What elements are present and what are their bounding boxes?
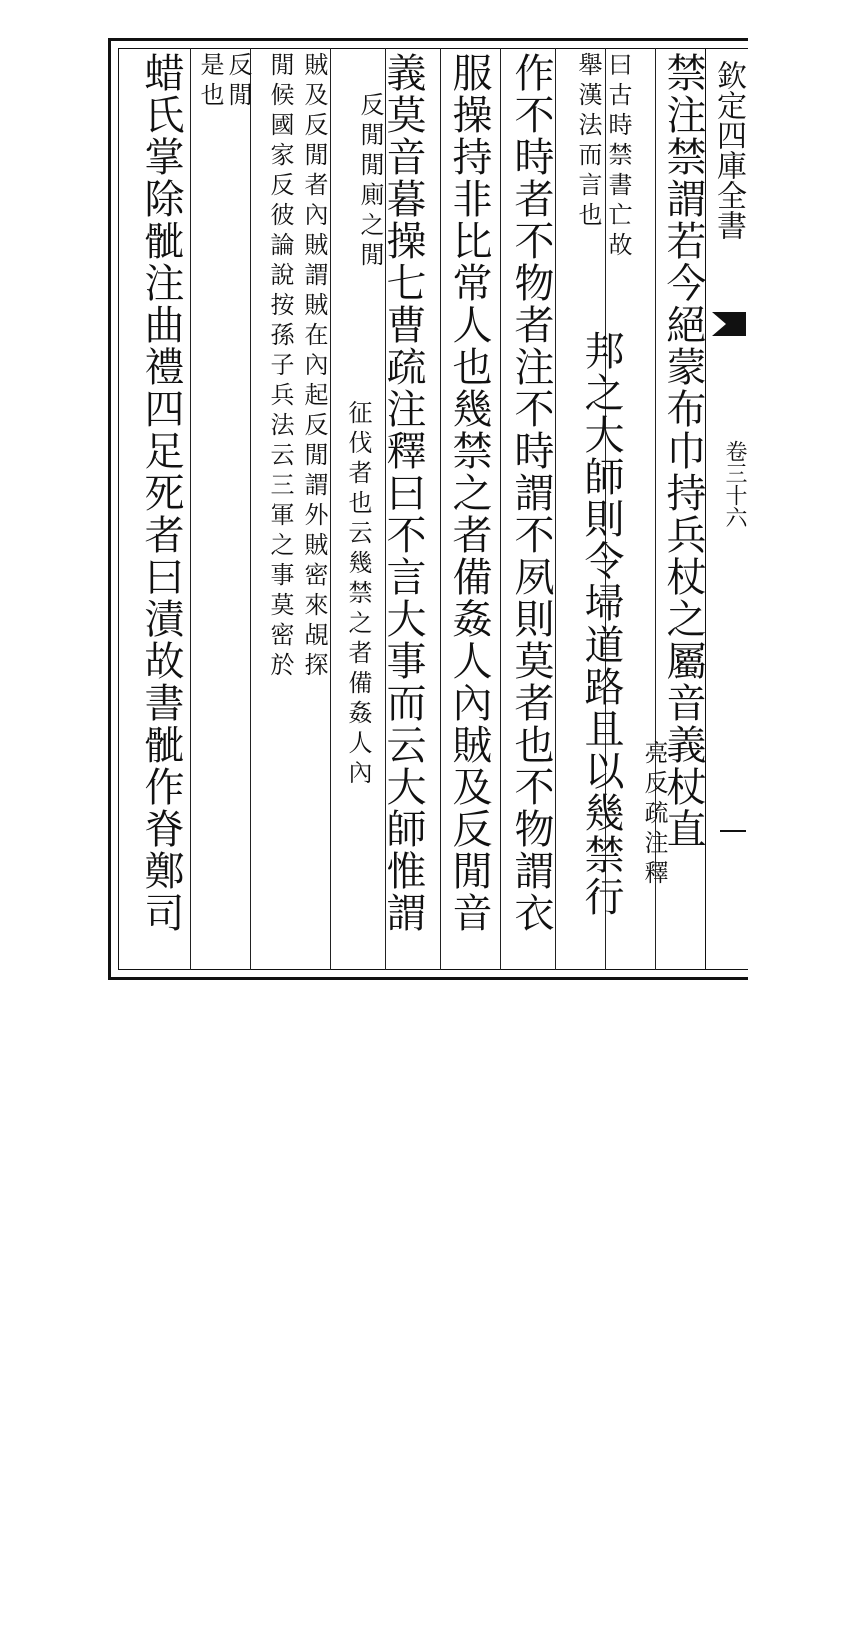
text-column-6: 征伐者也云幾禁之者備姦人內: [344, 400, 372, 790]
text-column-3: 作不時者不物者注不時謂不夙則莫者也不物謂衣: [508, 52, 554, 934]
text-column-9b: 是也: [196, 52, 224, 112]
fishtail-mark-icon: [712, 310, 746, 338]
text-column-9a: 反閒: [224, 52, 252, 112]
column-rule: [330, 48, 331, 970]
page-tick: [720, 830, 746, 832]
text-column-4: 服操持非比常人也幾禁之者備姦人內賊及反閒音: [446, 52, 492, 934]
volume-label: 卷三十六: [722, 440, 747, 528]
column-rule: [555, 48, 556, 970]
column-rule: [440, 48, 441, 970]
text-column-5-note: 反閒閒廁之閒: [356, 92, 384, 272]
column-rule: [500, 48, 501, 970]
text-column-2b: 舉漢法而言也: [574, 52, 602, 232]
text-column-8: 閒候國家反彼論說按孫子兵法云三軍之事莫密於: [266, 52, 294, 682]
text-column-1-note: 亮反疏注釋: [640, 740, 668, 890]
text-column-5: 義莫音暮操七曹疏注釋曰不言大事而云大師惟謂: [380, 52, 426, 934]
text-column-2a: 曰古時禁書亡故: [604, 52, 632, 262]
text-column-2c: 邦之大師則令埽道路且以幾禁行: [578, 330, 624, 918]
text-column-10: 蜡氏掌除骴注曲禮四足死者曰漬故書骴作脊鄭司: [138, 52, 184, 934]
text-column-1: 禁注禁謂若今絕蒙布巾持兵杖之屬音義杖直: [660, 52, 706, 850]
column-rule: [190, 48, 191, 970]
banner-title: 欽定四庫全書: [711, 60, 746, 240]
text-column-7: 賊及反閒者內賊謂賊在內起反閒謂外賊密來覘探: [300, 52, 328, 682]
